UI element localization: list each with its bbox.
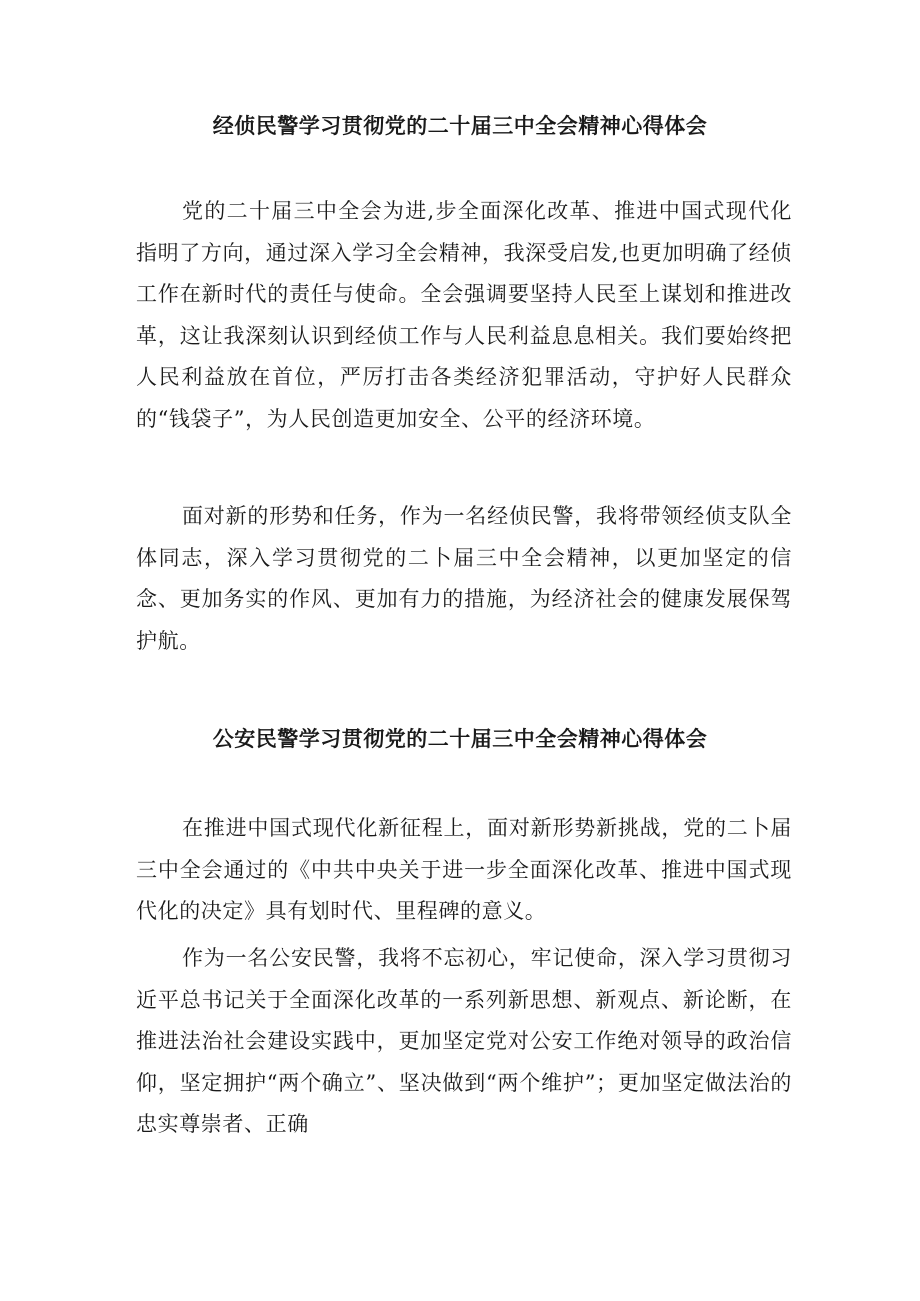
section-1-title: 经侦民警学习贯彻党的二十届三中全会精神心得体会 — [212, 113, 708, 138]
section-1-paragraph-1: 党的二十届三中全会为进,步全面深化改革、推进中国式现代化指明了方向，通过深入学习全会精神，我深受启发,也更加明确了经侦工作在新时代的责任与使命。全会强调要坚持人民至上谋划和推进改革，这让我深刻认识到经侦工作与人民利益息息相关。我们要始终把人民利益放在首位，严厉打击各类经济犯罪活动，守护好人民群众的“钱袋子”，为人民创造更加安全、公平的经济环境。 — [136, 199, 792, 431]
section-1-paragraph-2: 面对新的形势和任务，作为一名经侦民警，我将带领经侦支队全体同志，深入学习贯彻党的二卜届三中全会精神，以更加坚定的信念、更加务实的作风、更加有力的措施，为经济社会的健康发展保驾护航。 — [136, 504, 792, 653]
section-2-title: 公安民警学习贯彻党的二十届三中全会精神心得体会 — [212, 726, 708, 751]
section-2-paragraph-2: 作为一名公安民警，我将不忘初心，牢记使命，深入学习贯彻习近平总书记关于全面深化改革的一系列新思想、新观点、新论断，在推进法治社会建设实践中，更加坚定党对公安工作绝对领导的政治信仰，坚定拥护“两个确立”、坚决做到“两个维护”；更加坚定做法治的忠实尊崇者、正确 — [136, 946, 792, 1136]
section-2-paragraph-1: 在推进中国式现代化新征程上，面对新形势新挑战，党的二卜届三中全会通过的《中共中央关于进一步全面深化改革、推进中国式现代化的决定》具有划时代、里程碑的意义。 — [136, 816, 792, 923]
